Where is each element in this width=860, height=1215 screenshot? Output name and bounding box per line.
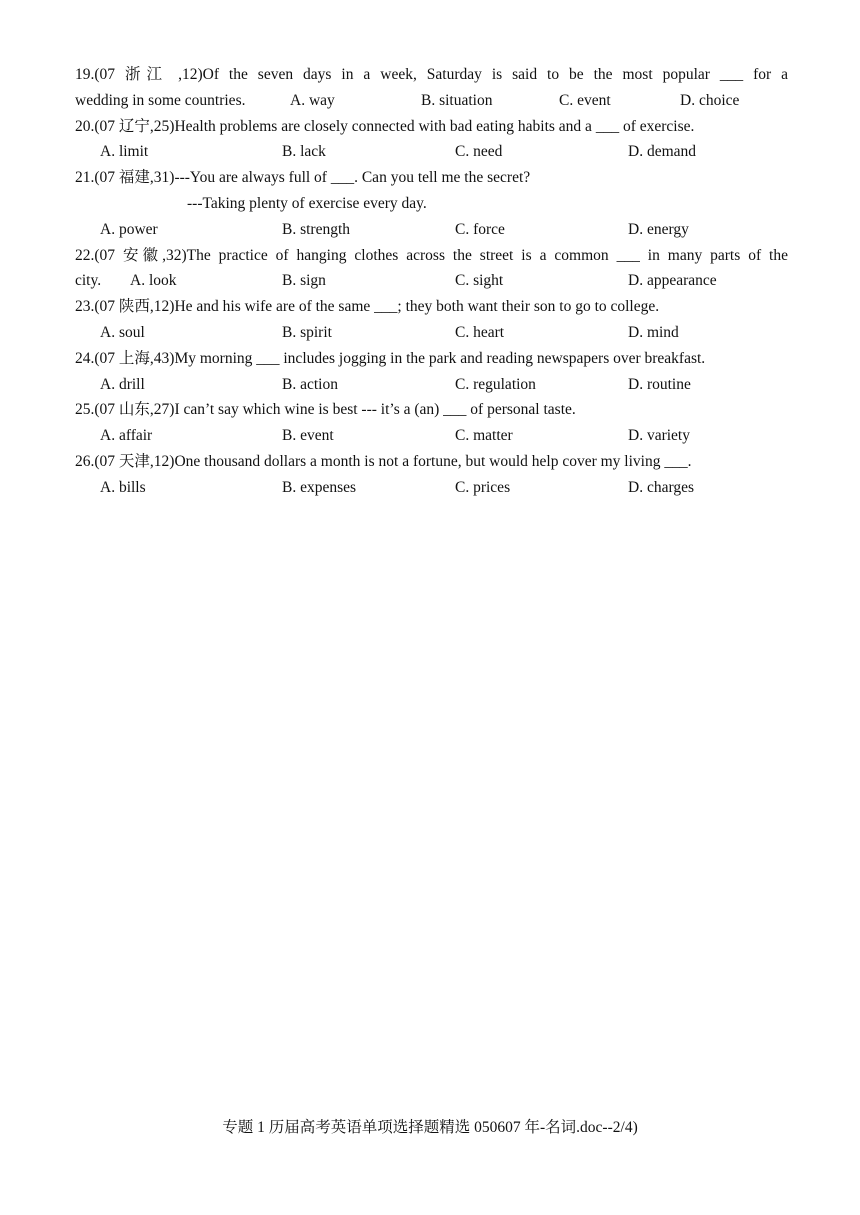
question-23-options [75,320,788,346]
question-25-option-a: A. affair [100,427,153,445]
question-22-stem-cont: city. [75,272,102,290]
question-26-option-a: A. bills [100,478,146,496]
question-23-option-a: A. soul [100,323,145,341]
question-24-option-d: D. routine [628,375,691,393]
question-22-option-d: D. appearance [628,272,717,290]
page-footer: 专题 1 历届高考英语单项选择题精选 050607 年-名词.doc--2/4) [222,1119,638,1136]
question-21-option-c: C. force [455,220,505,238]
question-19-option-a: A. way [290,91,335,109]
question-22-option-b: B. sign [282,272,326,290]
question-23-stem: 23.(07 陕西,12)He and his wife are of the same ___; they both want their son to go to college. [75,298,660,316]
question-22-stem: 22.(07 安徽,32)The practice of hanging clothes across the street is a common ___ in many parts of the [75,246,788,264]
question-20-option-c: C. need [455,143,503,161]
question-26-option-d: D. charges [628,478,694,496]
question-21-option-d: D. energy [628,220,689,238]
question-22-line2 [75,268,788,294]
question-20-stem: 20.(07 辽宁,25)Health problems are closely connected with bad eating habits and a ___ of exercise. [75,117,695,135]
question-19-option-b: B. situation [421,91,493,109]
question-26-options [75,475,788,501]
question-26-option-c: C. prices [455,478,511,496]
question-24-option-a: A. drill [100,375,145,393]
question-25-option-d: D. variety [628,427,690,445]
question-21-option-a: A. power [100,220,158,238]
question-19-option-d: D. choice [680,91,740,109]
question-21-options [75,217,788,243]
question-24-option-b: B. action [282,375,338,393]
question-list [75,62,788,501]
question-23-option-c: C. heart [455,323,505,341]
question-23-option-b: B. spirit [282,323,332,341]
question-26-option-b: B. expenses [282,478,357,496]
question-19-stem: 19.(07 浙江 ,12)Of the seven days in a week, Saturday is said to be the most popular ___ for a [75,66,788,83]
question-22-option-a: A. look [130,272,177,290]
question-20-option-b: B. lack [282,143,326,161]
question-21-option-b: B. strength [282,220,351,238]
question-21-reply: ---Taking plenty of exercise every day. [187,194,427,212]
question-19-option-c: C. event [559,91,611,109]
question-25-options [75,423,788,449]
question-24-options [75,372,788,398]
question-22-option-c: C. sight [455,272,504,290]
question-21-stem: 21.(07 福建,31)---You are always full of ___. Can you tell me the secret? [75,169,531,187]
question-19-line2 [75,88,788,114]
question-26-stem: 26.(07 天津,12)One thousand dollars a month is not a fortune, but would help cover my living ___. [75,452,692,470]
question-24-stem: 24.(07 上海,43)My morning ___ includes jogging in the park and reading newspapers over breakfast. [75,349,706,367]
question-25-option-b: B. event [282,427,334,445]
question-25-stem: 25.(07 山东,27)I can’t say which wine is best --- it’s a (an) ___ of personal taste. [75,401,576,419]
question-19-stem-cont: wedding in some countries. [75,91,246,109]
question-20-option-a: A. limit [100,143,149,161]
question-25-option-c: C. matter [455,427,513,445]
question-20-option-d: D. demand [628,143,697,161]
question-23-option-d: D. mind [628,323,679,341]
question-24-option-c: C. regulation [455,375,536,393]
question-20-options [75,139,788,165]
